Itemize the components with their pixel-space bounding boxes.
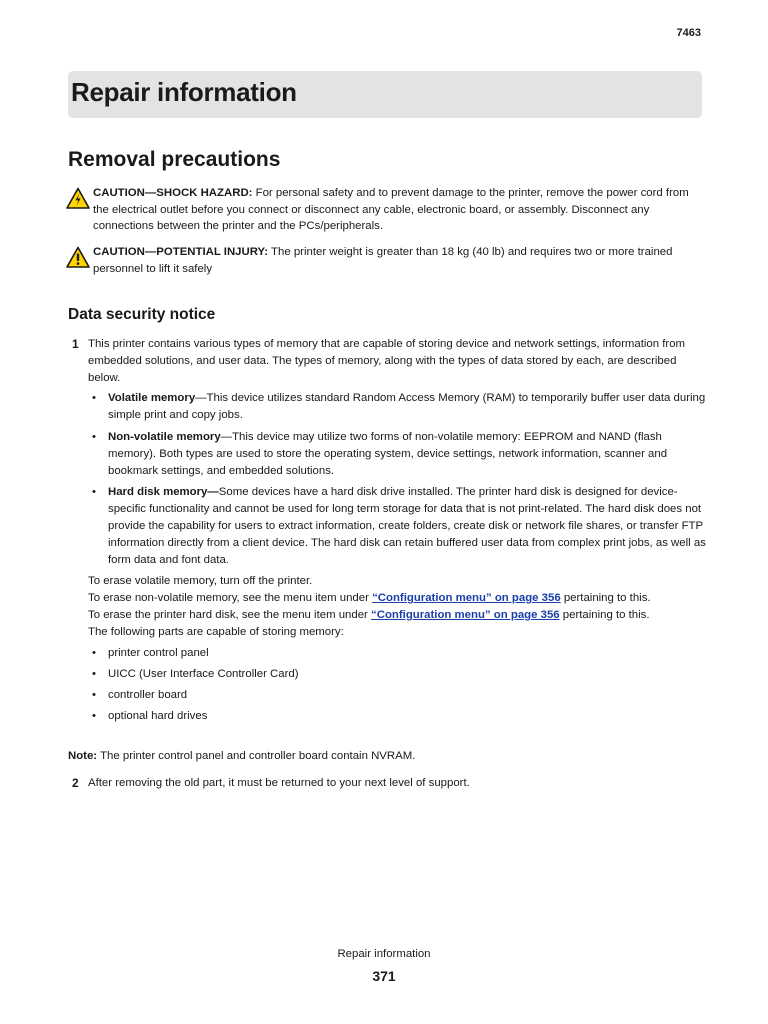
list-item: • controller board [88, 687, 708, 704]
section-heading-removal-precautions: Removal precautions [68, 148, 281, 171]
section-heading-data-security: Data security notice [68, 306, 216, 323]
caution-potential-injury [66, 244, 706, 277]
step-1 [68, 336, 708, 729]
configuration-menu-link[interactable]: “Configuration menu” on page 356 [371, 608, 560, 621]
title-banner [68, 71, 702, 118]
page-number: 371 [372, 968, 396, 984]
memory-parts-list [88, 645, 708, 725]
erase-nonvolatile-text [88, 590, 708, 607]
caution-shock-hazard [66, 185, 706, 235]
list-item [88, 390, 708, 424]
memory-desc: Some devices have a hard disk drive installed. The printer hard disk is designed for device-specific functionality and cannot be used for long term storage for data that is not print-related. The hard disk does not provide the capability for users to extract information, create folders, create disk or network file shares, or transfer FTP information directly from a client device. The hard disk can retain buffered user data from complex print jobs, as well as form data and font data. [108, 486, 706, 566]
note-text: The printer control panel and controller board contain NVRAM. [97, 750, 416, 762]
step-number: 2 [72, 776, 79, 790]
memory-desc: —This device utilizes standard Random Access Memory (RAM) to temporarily buffer user data during simple print and copy jobs. [108, 392, 706, 422]
step-number: 1 [72, 337, 79, 351]
erase-volatile-text: To erase volatile memory, turn off the printer. [88, 575, 313, 588]
list-item [88, 429, 708, 479]
parts-intro: The following parts are capable of storing memory: [88, 625, 344, 638]
caution-label: CAUTION—POTENTIAL INJURY: [93, 246, 269, 258]
note [68, 750, 415, 762]
list-item: • optional hard drives [88, 708, 708, 725]
memory-types-list [88, 390, 708, 568]
text-segment: pertaining to this. [560, 592, 651, 605]
shock-hazard-icon [66, 187, 90, 209]
footer-label: Repair information [337, 948, 431, 960]
text-segment: To erase non-volatile memory, see the menu item under [88, 592, 373, 605]
list-item [88, 484, 708, 568]
text-segment: To erase the printer hard disk, see the menu item under [88, 608, 372, 621]
caution-text: The printer weight is greater than 18 kg (40 lb) and requires two or more trained personnel to lift it safely [93, 246, 673, 275]
caution-text: For personal safety and to prevent damage to the printer, remove the power cord from the electrical outlet before you connect or disconnect any cable, electronic board, or assembly. Disconnect any connections between the printer and the PCs/peripherals. [93, 187, 689, 232]
memory-term: Non-volatile memory [108, 430, 221, 443]
step-text: After removing the old part, it must be returned to your next level of support. [88, 777, 470, 789]
erase-harddisk-text [88, 607, 708, 624]
memory-term: Hard disk memory— [108, 486, 219, 499]
list-item: • UICC (User Interface Controller Card) [88, 666, 708, 683]
warning-icon [66, 246, 90, 268]
step-2 [68, 775, 708, 792]
memory-term: Volatile memory [108, 392, 196, 405]
page-title: Repair information [71, 77, 297, 107]
model-number: 7463 [676, 27, 701, 39]
step-intro: This printer contains various types of memory that are capable of storing device and network settings, information from embedded solutions, and user data. The types of memory, along with the types of data stored by each, are described below. [88, 338, 686, 384]
note-label: Note: [68, 750, 98, 762]
configuration-menu-link[interactable]: “Configuration menu” on page 356 [372, 592, 561, 605]
text-segment: pertaining to this. [559, 608, 650, 621]
memory-desc: —This device may utilize two forms of non-volatile memory: EEPROM and NAND (flash memory). Both types are used to store the operating system, device settings, network information, scanner and bookmark settings, and embedded solutions. [108, 430, 668, 477]
list-item: • printer control panel [88, 645, 708, 662]
caution-label: CAUTION—SHOCK HAZARD: [93, 187, 253, 199]
